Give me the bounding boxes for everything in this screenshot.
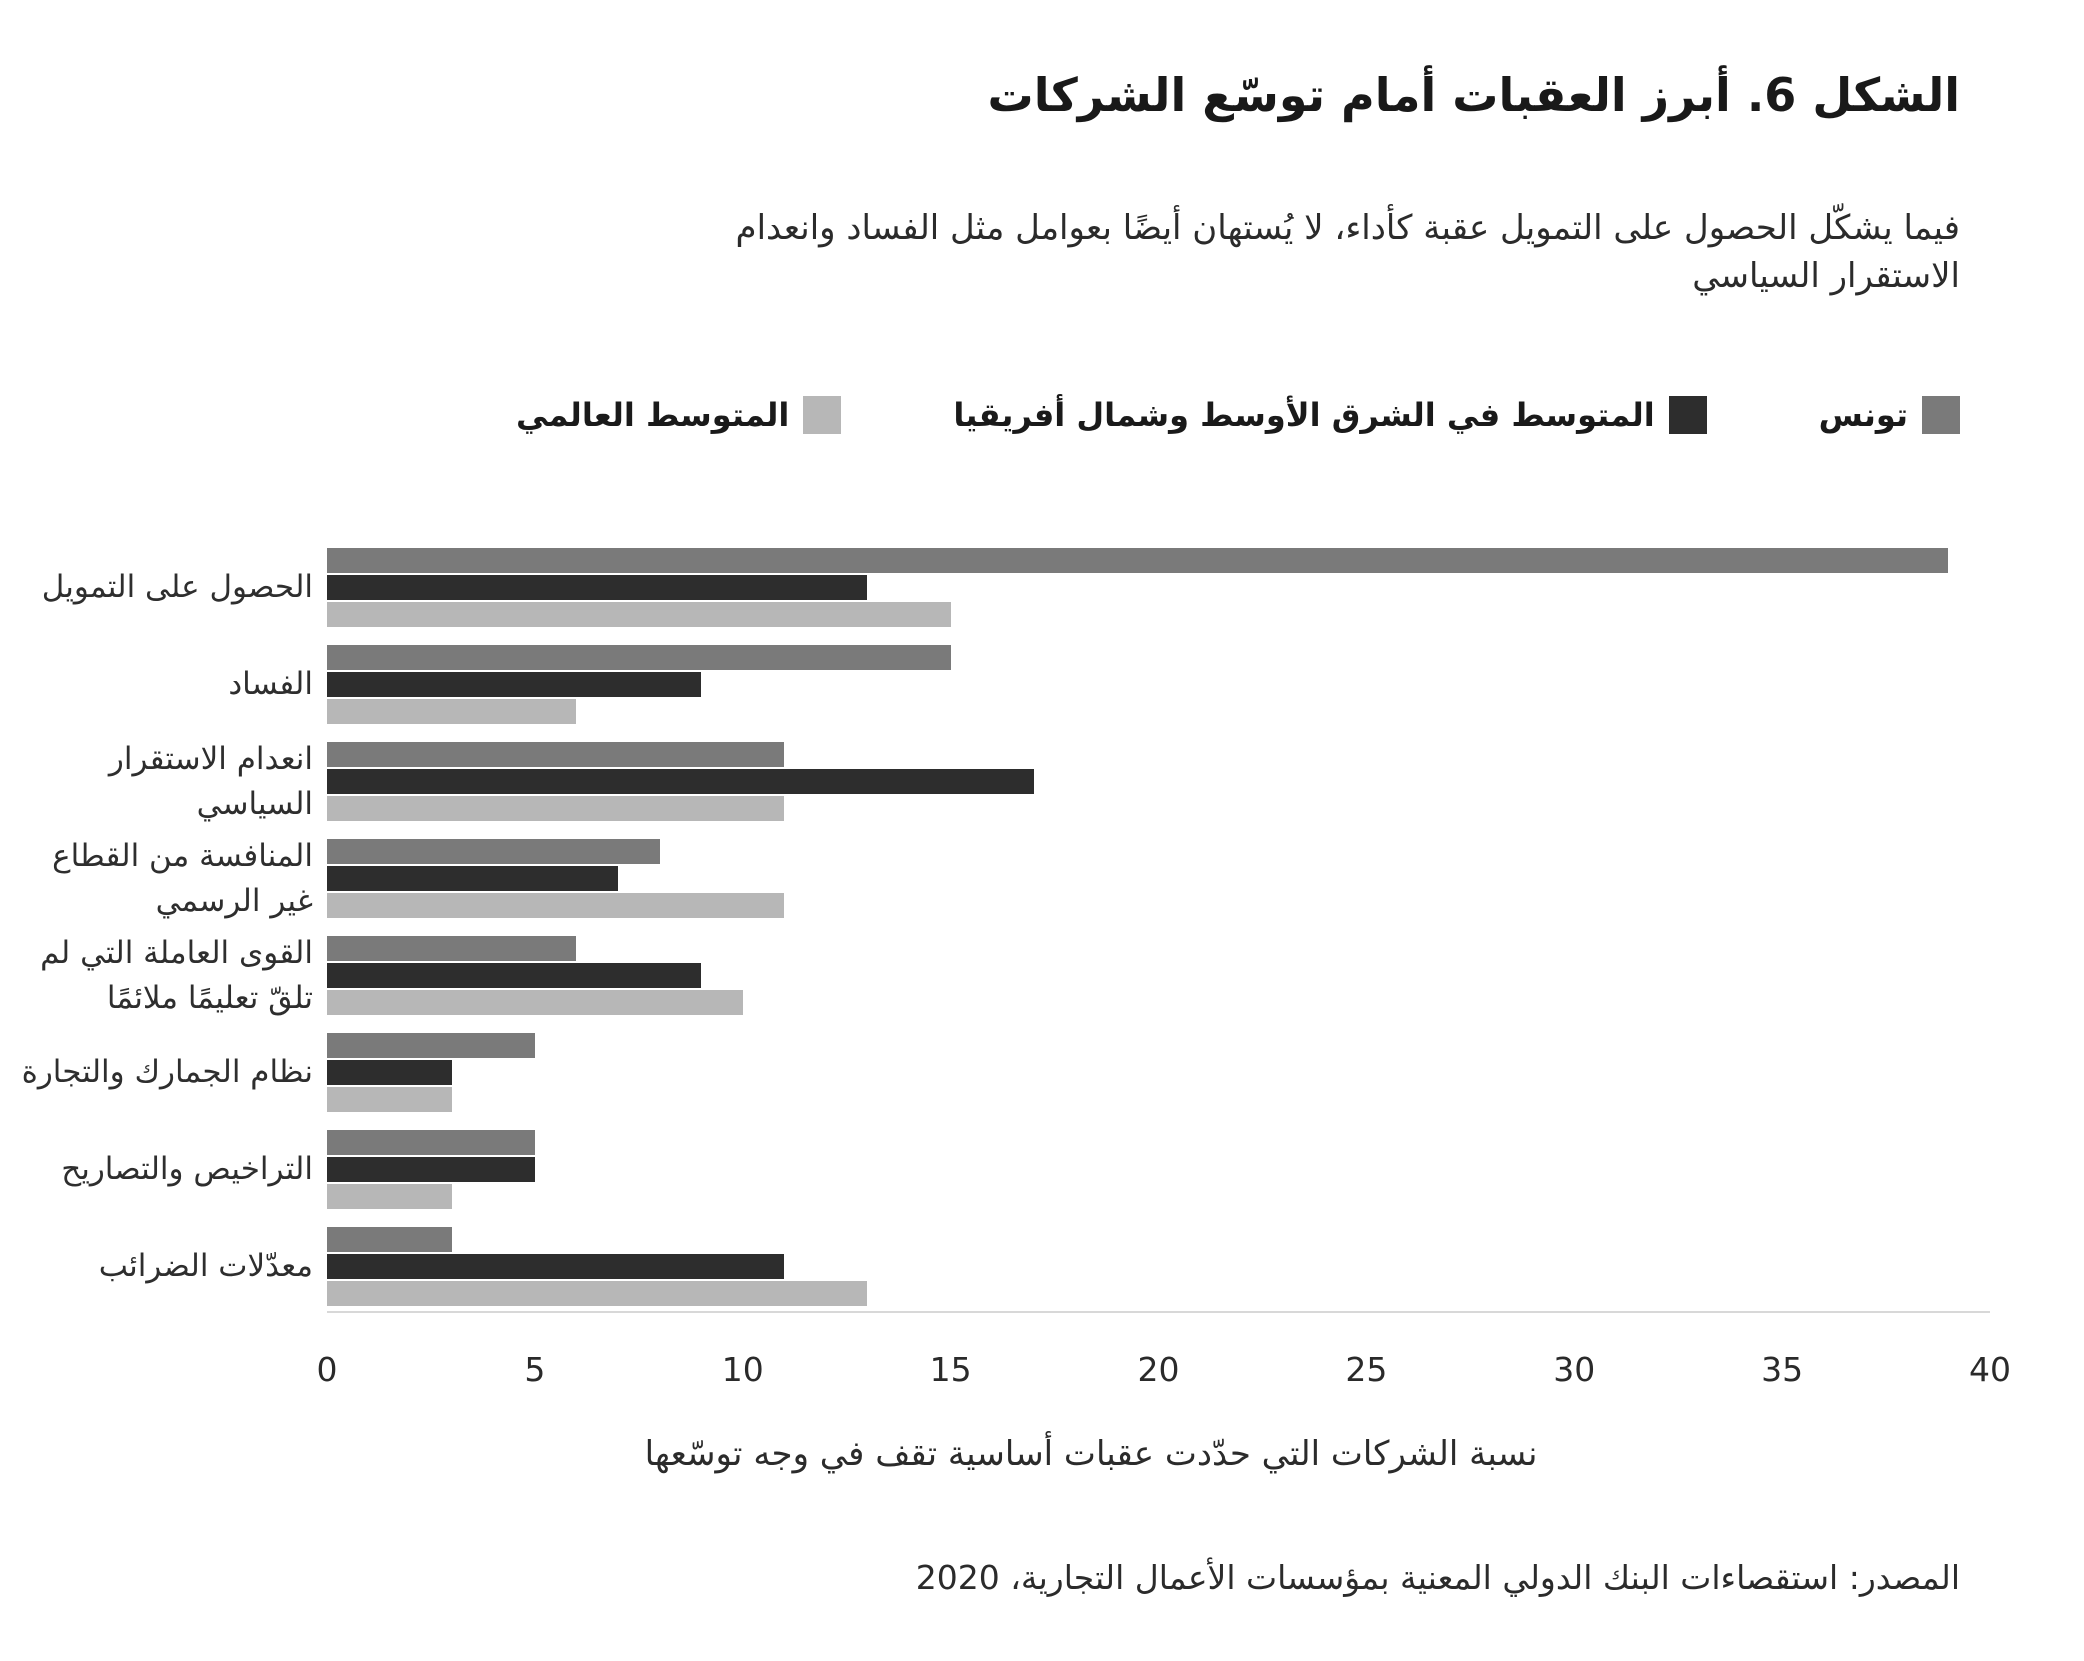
bar-world-cat6 [327, 1184, 452, 1209]
chart-subtitle [124, 204, 1960, 300]
bar-mena-cat1 [327, 672, 701, 697]
x-tick-label-0: 0 [316, 1350, 338, 1389]
x-tick-label-35: 35 [1761, 1350, 1804, 1389]
legend-item-world [516, 396, 841, 434]
bar-tunisia-cat5 [327, 1033, 535, 1058]
bar-world-cat3 [327, 893, 784, 918]
category-label-5 [18, 1024, 313, 1121]
bar-mena-cat3 [327, 866, 618, 891]
bar-world-cat5 [327, 1087, 452, 1112]
legend-swatch-world [803, 396, 841, 434]
bar-mena-cat2 [327, 769, 1034, 794]
bar-tunisia-cat6 [327, 1130, 535, 1155]
legend-label-mena: المتوسط في الشرق الأوسط وشمال أفريقيا [953, 396, 1655, 434]
legend-swatch-tunisia [1922, 396, 1960, 434]
legend-item-tunisia [1819, 396, 1960, 434]
category-label-text: معدّلات الضرائب [98, 1248, 313, 1284]
category-label-text: انعدام الاستقرار السياسي [108, 740, 313, 822]
x-axis-line [327, 1311, 1990, 1313]
bar-tunisia-cat0 [327, 548, 1948, 573]
x-tick-label-40: 40 [1969, 1350, 2011, 1389]
bar-mena-cat5 [327, 1060, 452, 1085]
bar-mena-cat4 [327, 963, 701, 988]
x-tick-label-20: 20 [1137, 1350, 1180, 1389]
category-label-text: نظام الجمارك والتجارة [21, 1054, 313, 1090]
legend-label-tunisia: تونس [1818, 396, 1908, 434]
bar-mena-cat7 [327, 1254, 784, 1279]
legend-label-world: المتوسط العالمي [515, 396, 790, 434]
page-title: الشكل 6. أبرز العقبات أمام توسّع الشركات [987, 68, 1960, 122]
bar-world-cat4 [327, 990, 743, 1015]
bar-world-cat2 [327, 796, 784, 821]
category-label-text: الحصول على التمويل [41, 569, 313, 605]
x-tick-label-10: 10 [721, 1350, 764, 1389]
category-label-1 [18, 636, 313, 733]
category-label-4 [18, 927, 313, 1024]
chart-legend [516, 396, 1960, 434]
bar-mena-cat6 [327, 1157, 535, 1182]
category-label-0 [18, 539, 313, 636]
x-tick-label-15: 15 [929, 1350, 972, 1389]
bar-tunisia-cat3 [327, 839, 660, 864]
x-tick-label-5: 5 [524, 1350, 546, 1389]
bar-tunisia-cat4 [327, 936, 576, 961]
x-tick-label-30: 30 [1553, 1350, 1596, 1389]
category-label-3 [18, 830, 313, 927]
bar-tunisia-cat2 [327, 742, 784, 767]
bar-world-cat1 [327, 699, 576, 724]
category-label-text: الفساد [228, 666, 313, 702]
x-tick-label-25: 25 [1345, 1350, 1388, 1389]
bar-mena-cat0 [327, 575, 867, 600]
category-label-6 [18, 1121, 313, 1218]
bar-tunisia-cat1 [327, 645, 951, 670]
category-label-text: القوى العاملة التي لم تلقّ تعليمًا ملائمًا [40, 934, 313, 1016]
x-axis-title: نسبة الشركات التي حدّدت عقبات أساسية تقف في وجه توسّعها [644, 1434, 1538, 1474]
subtitle-line-1: فيما يشكّل الحصول على التمويل عقبة كأداء، لا يُستهان أيضًا بعوامل مثل الفساد وانعدام [735, 208, 1960, 248]
legend-item-mena [953, 396, 1706, 434]
bar-world-cat7 [327, 1281, 867, 1306]
bar-world-cat0 [327, 602, 951, 627]
category-label-text: المنافسة من القطاع غير الرسمي [52, 837, 313, 919]
category-label-7 [18, 1218, 313, 1315]
category-label-2 [18, 733, 313, 830]
subtitle-line-2: الاستقرار السياسي [1692, 256, 1960, 296]
legend-swatch-mena [1669, 396, 1707, 434]
source-note: المصدر: استقصاءات البنك الدولي المعنية بمؤسسات الأعمال التجارية، 2020 [915, 1558, 1960, 1597]
category-label-text: التراخيص والتصاريح [61, 1151, 313, 1187]
bar-tunisia-cat7 [327, 1227, 452, 1252]
